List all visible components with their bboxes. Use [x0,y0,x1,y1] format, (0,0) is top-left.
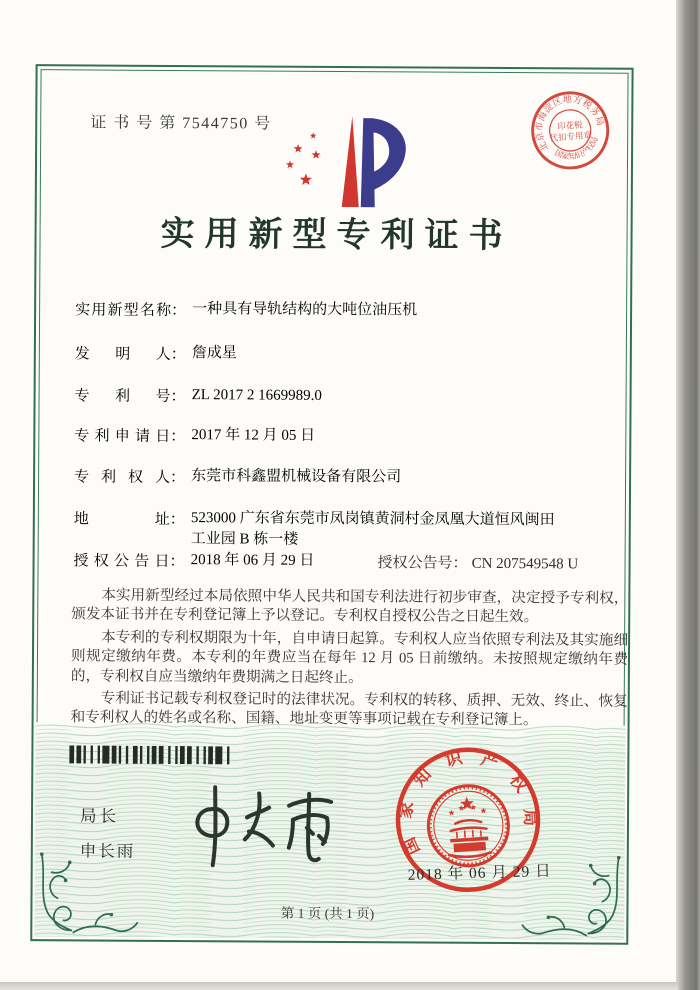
national-emblem-icon [426,783,511,868]
field-label: 专利号 [74,388,171,405]
seal-arc-text: 国家知识产权局 [395,747,541,858]
field-label: 授权公告日 [73,553,170,570]
field-row-filing-date [74,424,643,448]
grant-number-value: CN 207549548 U [471,555,579,573]
tax-stamp-arc-bottom: 国家知识产权局 [553,135,600,162]
field-value: 2018 年 06 月 29 日 [190,552,315,569]
field-row-patent-no [75,384,644,408]
field-value: 一种具有导轨结构的大吨位油压机 [192,301,418,319]
field-value: 2017 年 12 月 05 日 [191,427,316,444]
signature [173,779,354,875]
field-row-name [75,298,644,322]
grant-number [378,551,579,573]
signer-title: 局长 [79,806,120,826]
field-colon: ： [169,511,185,529]
field-colon: ： [170,469,186,487]
paragraph-2: 本专利的专利权期限为十年，自申请日起算。专利权人应当依照专利法及其实施细则规定缴纳年费。本专利的年费应当在每年 12 月 05 日前缴纳。未按照规定缴纳年费的，专利权自应当缴纳年费期满之日起终止。 [70,629,629,686]
field-value: 詹成星 [191,345,237,362]
address-line2: 工业园 B 栋一楼 [190,531,299,548]
field-value: ZL 2017 2 1669989.0 [191,387,322,404]
field-colon: ： [170,346,186,364]
field-label: 发明人 [74,346,171,363]
address-line1: 523000 广东省东莞市凤岗镇黄洞村金凤凰大道恒风闽田 [190,510,555,529]
barcode [68,745,230,765]
field-label: 地址 [73,511,170,528]
corner-ornament-left [35,852,140,937]
field-colon: ： [169,553,185,571]
page-footer: 第 1 页 (共 1 页) [280,905,375,922]
scan-edge-right [676,0,700,990]
legal-text [71,586,629,734]
field-row-patentee [74,465,643,489]
field-value: 东莞市科鑫盟机械设备有限公司 [191,468,402,486]
field-row-address [74,507,643,552]
field-row-inventor [75,342,644,366]
signer-name: 申长雨 [79,841,136,861]
tax-stamp [523,83,618,178]
certificate-number: 证 书 号 第 7544750 号 [90,114,272,133]
field-label: 实用新型名称 [75,302,172,319]
tax-stamp-arc-top: 北京市海淀区地方税务局 [533,93,606,154]
field-colon: ： [171,302,187,320]
field-label: 专利申请日 [74,428,171,445]
field-row-grant-date [74,549,371,572]
cnipa-logo-icon [275,110,414,211]
tax-stamp-center-line1: 印花税 [556,119,583,132]
page-title: 实用新型专利证书 [160,215,513,256]
paragraph-1: 本实用新型经过本局依照中华人民共和国专利法进行初步审查，决定授予专利权，颁发本证书并在专利登记簿上予以登记。专利权自授权公告之日起生效。 [71,587,629,626]
field-colon: ： [170,388,186,406]
scan-edge-bottom [0,982,678,990]
field-colon: ： [452,555,468,572]
field-label: 专利权人 [74,469,171,486]
field-colon: ： [170,428,186,446]
field-value [191,508,643,553]
issue-date: 2018 年 06 月 29 日 [407,862,552,884]
tax-stamp-center-line2: 代扣专用章 [549,129,593,144]
paragraph-3: 专利证书记载专利权登记时的法律状况。专利权的转移、质押、无效、终止、恢复和专利权人的姓名或名称、国籍、地址变更等事项记载在专利登记簿上。 [70,690,628,729]
grant-number-label: 授权公告号 [377,555,453,572]
